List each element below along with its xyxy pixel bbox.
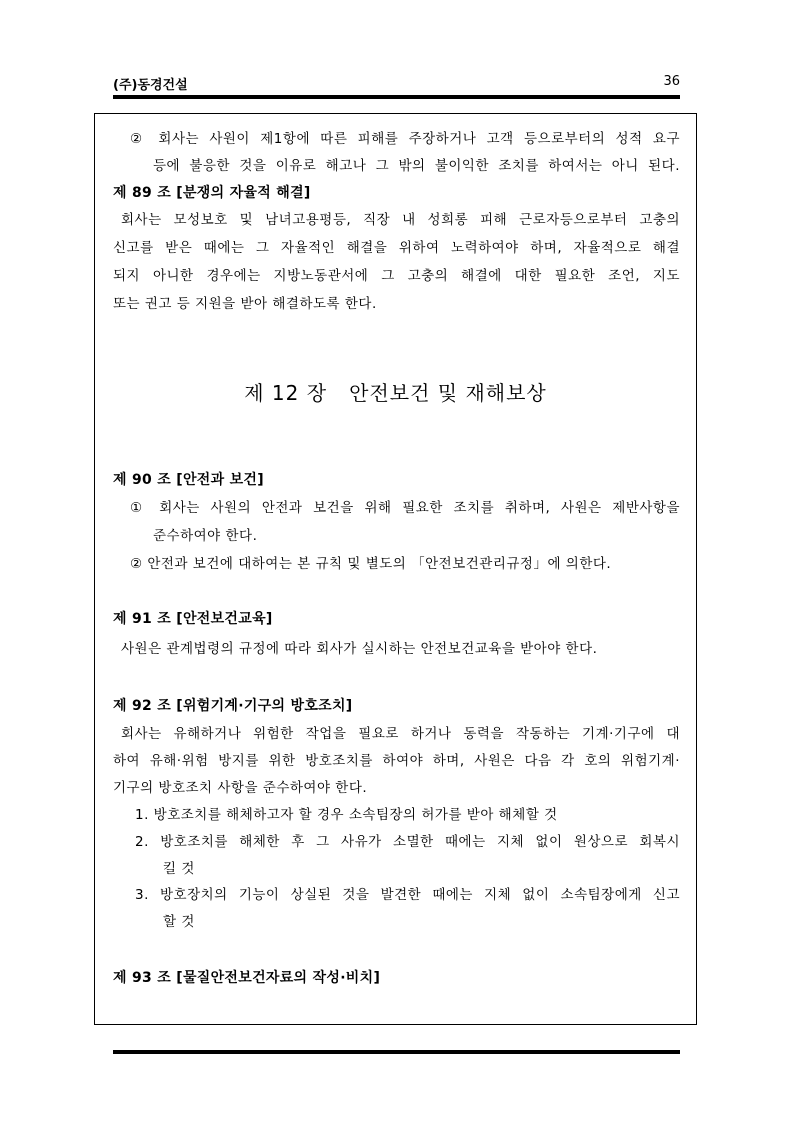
article-93-title: 제 93 조 [물질안전보건자료의 작성·비치]: [113, 970, 381, 986]
article-92-item-3-line-2: 할 것: [163, 914, 195, 930]
footer-rule: [113, 1050, 680, 1054]
article-89-line-3: 되지 아니한 경우에는 지방노동관서에 그 고충의 해결에 대한 필요한 조언, 지도: [113, 268, 680, 284]
article-89-title: 제 89 조 [분쟁의 자율적 해결]: [113, 185, 311, 201]
chapter-title: 제 12 장 안전보건 및 재해보상: [244, 381, 547, 405]
article-89-line-1: 회사는 모성보호 및 남녀고용평등, 직장 내 성희롱 피해 근로자등으로부터 고충의: [121, 212, 680, 228]
article-91-line-1: 사원은 관계법령의 규정에 따라 회사가 실시하는 안전보건교육을 받아야 한다.: [121, 641, 598, 657]
article-90-clause-2: ② 안전과 보건에 대하여는 본 규칙 및 별도의 「안전보건관리규정」에 의한다.: [130, 556, 612, 572]
article-88-clause-2-line-1: ② 회사는 사원이 제1항에 따른 피해를 주장하거나 고객 등으로부터의 성적 요구: [130, 131, 680, 147]
article-92-line-3: 기구의 방호조치 사항을 준수하여야 한다.: [113, 780, 368, 796]
article-90-clause-1-line-2: 준수하여야 한다.: [153, 528, 258, 544]
article-90-title: 제 90 조 [안전과 보건]: [113, 472, 264, 488]
article-92-item-3-line-1: 3. 방호장치의 기능이 상실된 것을 발견한 때에는 지체 없이 소속팀장에게 신고: [135, 887, 680, 903]
page-number: 36: [663, 74, 680, 89]
article-89-line-4: 또는 권고 등 지원을 받아 해결하도록 한다.: [113, 296, 377, 312]
article-92-item-1: 1. 방호조치를 해체하고자 할 경우 소속팀장의 허가를 받아 해체할 것: [135, 807, 558, 823]
header-company: (주)동경건설: [113, 78, 188, 93]
article-90-clause-1-line-1: ① 회사는 사원의 안전과 보건을 위해 필요한 조치를 취하며, 사원은 제반사항을: [130, 500, 680, 516]
header-rule: [113, 95, 680, 99]
article-92-title: 제 92 조 [위험기계·기구의 방호조치]: [113, 698, 353, 714]
article-92-line-2: 하여 유해·위험 방지를 위한 방호조치를 하여야 하며, 사원은 다음 각 호의 위험기계·: [113, 753, 680, 769]
article-92-item-2-line-2: 킬 것: [163, 861, 195, 877]
article-92-line-1: 회사는 유해하거나 위험한 작업을 필요로 하거나 동력을 작동하는 기계·기구에 대: [121, 726, 680, 742]
article-92-item-2-line-1: 2. 방호조치를 해체한 후 그 사유가 소멸한 때에는 지체 없이 원상으로 회복시: [135, 834, 680, 850]
article-88-clause-2-line-2: 등에 불응한 것을 이유로 해고나 그 밖의 불이익한 조치를 하여서는 아니 된다.: [153, 158, 680, 174]
article-89-line-2: 신고를 받은 때에는 그 자율적인 해결을 위하여 노력하여야 하며, 자율적으로 해결: [113, 240, 680, 256]
article-91-title: 제 91 조 [안전보건교육]: [113, 611, 273, 627]
